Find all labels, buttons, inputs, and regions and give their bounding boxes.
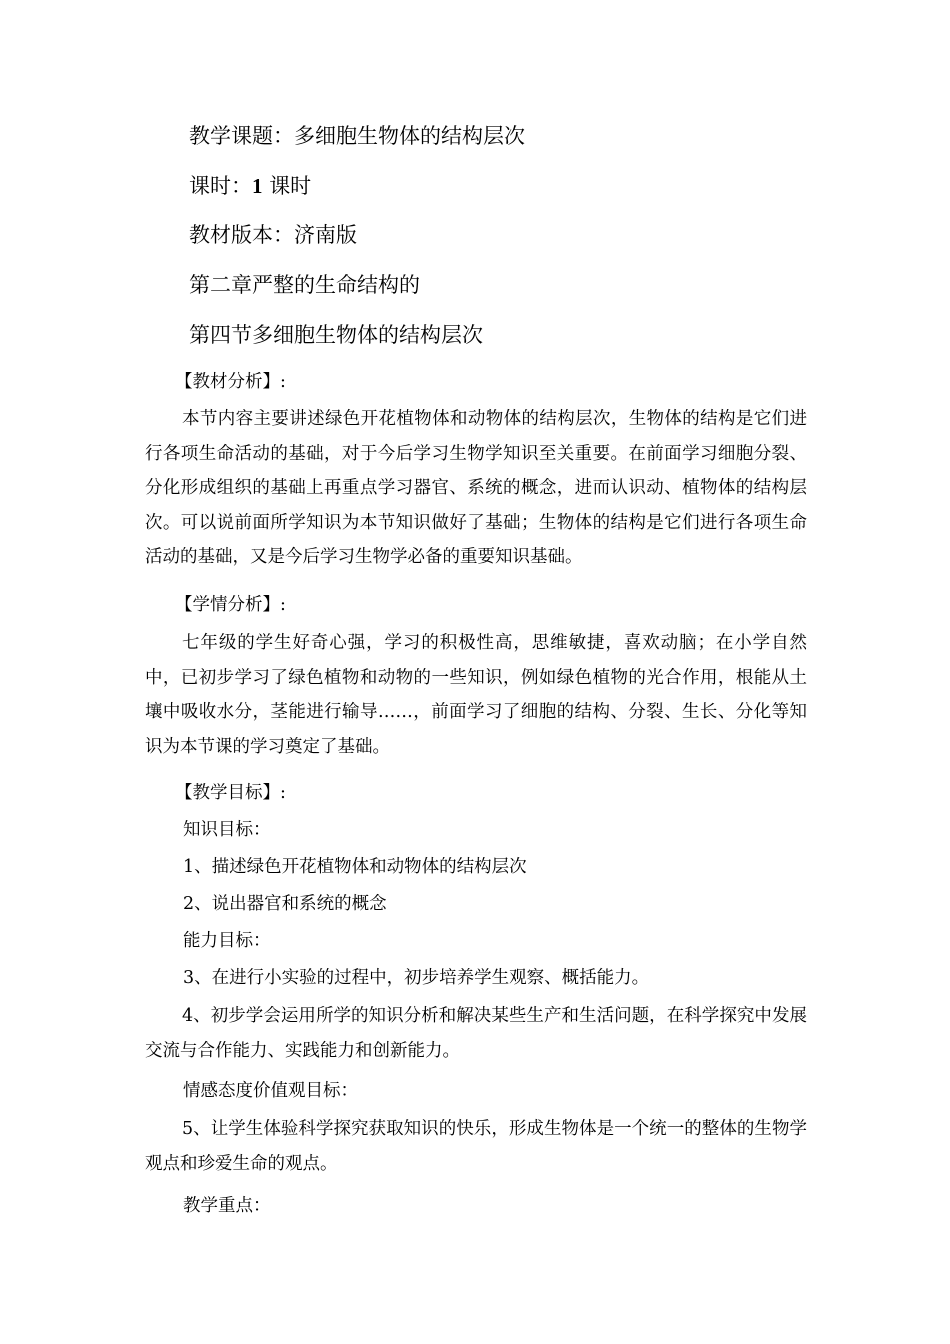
- goal-item-5: 5、让学生体验科学探究获取知识的快乐，形成生物体是一个统一的整体的生物学观点和珍爱生命的观点。: [145, 1119, 807, 1174]
- chapter-title: 第二章严整的生命结构的: [189, 273, 420, 297]
- knowledge-goals-label: 知识目标：: [183, 820, 271, 840]
- section-title: 第四节多细胞生物体的结构层次: [189, 323, 483, 347]
- student-analysis-heading: 【学情分析】:: [175, 595, 286, 615]
- ability-goals-label: 能力目标：: [183, 931, 271, 951]
- goal-item-1: 1、描述绿色开花植物体和动物体的结构层次: [183, 857, 527, 877]
- material-analysis-paragraph: 本节内容主要讲述绿色开花植物体和动物体的结构层次，生物体的结构是它们进行各项生命活动的基础，对于今后学习生物学知识至关重要。在前面学习细胞分裂、分化形成组织的基础上再重点学习器官、系统的概念，进而认识动、植物体的结构层次。可以说前面所学知识为本节知识做好了基础；生物体的结构是它们进行各项生命活动的基础，又是今后学习生物学必备的重要知识基础。: [145, 409, 807, 567]
- teaching-goals-heading: 【教学目标】:: [175, 783, 286, 803]
- textbook-edition: 教材版本：济南版: [189, 223, 357, 247]
- goal-item-3: 3、在进行小实验的过程中，初步培养学生观察、概括能力。: [183, 968, 650, 988]
- hours-suffix: 课时: [269, 174, 312, 198]
- student-analysis-paragraph: 七年级的学生好奇心强，学习的积极性高，思维敏捷，喜欢动脑；在小学自然中，已初步学习了绿色植物和动物的一些知识，例如绿色植物的光合作用，根能从土壤中吸收水分，茎能进行输导……，前面学习了细胞的结构、分裂、生长、分化等知识为本节课的学习奠定了基础。: [145, 633, 807, 757]
- emotion-goals-label: 情感态度价值观目标：: [183, 1081, 358, 1101]
- lesson-hours: [189, 172, 311, 200]
- lesson-topic: 教学课题：多细胞生物体的结构层次: [189, 124, 525, 148]
- hours-number: 1: [252, 174, 263, 198]
- hours-prefix: 课时：: [189, 174, 252, 198]
- goal-item-2: 2、说出器官和系统的概念: [183, 894, 387, 914]
- goal-item-4: 4、初步学会运用所学的知识分析和解决某些生产和生活问题，在科学探究中发展交流与合作能力、实践能力和创新能力。: [145, 1006, 807, 1061]
- material-analysis-heading: 【教材分析】:: [175, 372, 286, 392]
- key-points-heading: 教学重点：: [183, 1196, 271, 1216]
